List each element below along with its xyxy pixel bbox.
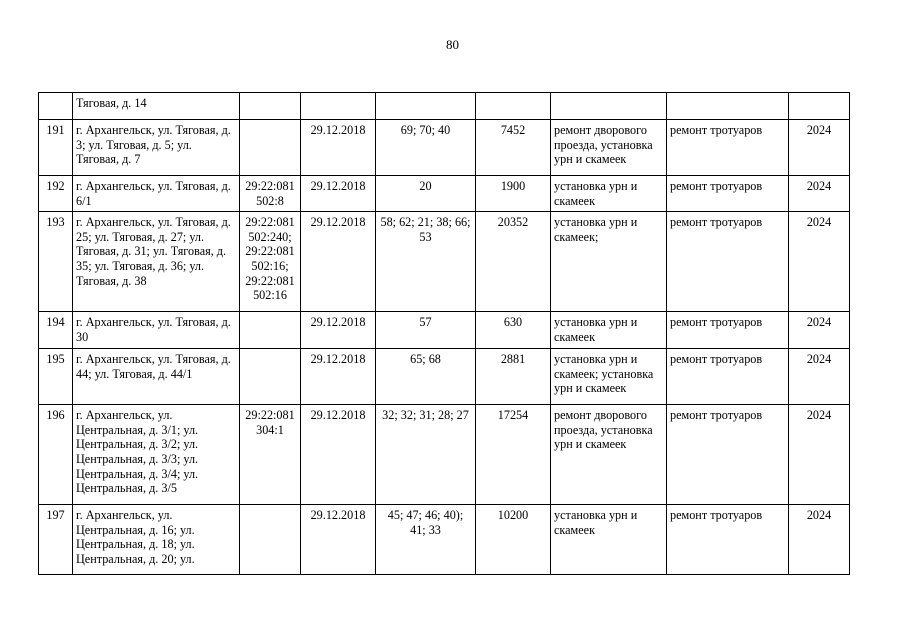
year-cell: 2024 (789, 176, 850, 212)
object-ids-cell (376, 93, 476, 120)
date-cell: 29.12.2018 (301, 505, 376, 575)
table-row (39, 349, 850, 405)
cadastral-number-cell (240, 349, 301, 405)
yard-works-cell: установка урн и скамеек (551, 505, 667, 575)
year-cell: 2024 (789, 505, 850, 575)
object-ids-cell: 58; 62; 21; 38; 66; 53 (376, 212, 476, 312)
sidewalk-works-cell: ремонт тротуаров (667, 120, 789, 176)
address-cell: г. Архангельск, ул. Центральная, д. 16; ул. Центральная, д. 18; ул. Центральная, д. 20; ул. (73, 505, 240, 575)
sidewalk-works-cell: ремонт тротуаров (667, 349, 789, 405)
table-row (39, 120, 850, 176)
address-cell: г. Архангельск, ул. Тяговая, д. 3; ул. Тяговая, д. 5; ул. Тяговая, д. 7 (73, 120, 240, 176)
table-row (39, 312, 850, 349)
cadastral-number-cell: 29:22:081 502:8 (240, 176, 301, 212)
date-cell (301, 93, 376, 120)
year-cell: 2024 (789, 349, 850, 405)
sidewalk-works-cell: ремонт тротуаров (667, 312, 789, 349)
sidewalk-works-cell: ремонт тротуаров (667, 405, 789, 505)
page-number: 80 (446, 37, 459, 52)
row-number-cell: 195 (39, 349, 73, 405)
area-cell: 7452 (476, 120, 551, 176)
cadastral-number-cell (240, 93, 301, 120)
table-body (39, 93, 850, 575)
object-ids-cell: 69; 70; 40 (376, 120, 476, 176)
yard-works-cell: установка урн и скамеек (551, 176, 667, 212)
area-cell: 2881 (476, 349, 551, 405)
yard-works-cell: установка урн и скамеек; установка урн и скамеек (551, 349, 667, 405)
area-cell: 10200 (476, 505, 551, 575)
row-number-cell: 191 (39, 120, 73, 176)
year-cell: 2024 (789, 312, 850, 349)
yard-works-cell: ремонт дворового проезда, установка урн и скамеек (551, 405, 667, 505)
address-cell: г. Архангельск, ул. Тяговая, д. 30 (73, 312, 240, 349)
cadastral-number-cell: 29:22:081 304:1 (240, 405, 301, 505)
object-ids-cell: 57 (376, 312, 476, 349)
object-ids-cell: 20 (376, 176, 476, 212)
row-number-cell (39, 93, 73, 120)
year-cell: 2024 (789, 405, 850, 505)
row-number-cell: 193 (39, 212, 73, 312)
area-cell: 1900 (476, 176, 551, 212)
row-number-cell: 194 (39, 312, 73, 349)
cadastral-number-cell: 29:22:081 502:240; 29:22:081 502:16; 29:22:081 502:16 (240, 212, 301, 312)
table-row (39, 176, 850, 212)
row-number-cell: 192 (39, 176, 73, 212)
date-cell: 29.12.2018 (301, 120, 376, 176)
date-cell: 29.12.2018 (301, 405, 376, 505)
address-cell: г. Архангельск, ул. Тяговая, д. 44; ул. Тяговая, д. 44/1 (73, 349, 240, 405)
date-cell: 29.12.2018 (301, 212, 376, 312)
row-number-cell: 197 (39, 505, 73, 575)
year-cell (789, 93, 850, 120)
address-cell: Тяговая, д. 14 (73, 93, 240, 120)
area-cell: 20352 (476, 212, 551, 312)
cadastral-number-cell (240, 312, 301, 349)
address-cell: г. Архангельск, ул. Тяговая, д. 6/1 (73, 176, 240, 212)
address-cell: г. Архангельск, ул. Центральная, д. 3/1; ул. Центральная, д. 3/2; ул. Центральная, д. 3/3; ул. Центральная, д. 3/4; ул. Центральная, д. 3/5 (73, 405, 240, 505)
area-cell: 630 (476, 312, 551, 349)
cadastral-number-cell (240, 505, 301, 575)
object-ids-cell: 45; 47; 46; 40); 41; 33 (376, 505, 476, 575)
sidewalk-works-cell: ремонт тротуаров (667, 212, 789, 312)
address-cell: г. Архангельск, ул. Тяговая, д. 25; ул. Тяговая, д. 27; ул. Тяговая, д. 31; ул. Тяговая, д. 35; ул. Тяговая, д. 36; ул. Тяговая, д. 38 (73, 212, 240, 312)
object-ids-cell: 65; 68 (376, 349, 476, 405)
cadastral-number-cell (240, 120, 301, 176)
object-ids-cell: 32; 32; 31; 28; 27 (376, 405, 476, 505)
registry-table (38, 92, 850, 575)
sidewalk-works-cell: ремонт тротуаров (667, 176, 789, 212)
year-cell: 2024 (789, 120, 850, 176)
year-cell: 2024 (789, 212, 850, 312)
table-row (39, 505, 850, 575)
table-row (39, 405, 850, 505)
date-cell: 29.12.2018 (301, 349, 376, 405)
area-cell (476, 93, 551, 120)
yard-works-cell: ремонт дворового проезда, установка урн и скамеек (551, 120, 667, 176)
yard-works-cell (551, 93, 667, 120)
table-row (39, 93, 850, 120)
yard-works-cell: установка урн и скамеек (551, 312, 667, 349)
sidewalk-works-cell (667, 93, 789, 120)
date-cell: 29.12.2018 (301, 176, 376, 212)
yard-works-cell: установка урн и скамеек; (551, 212, 667, 312)
table-row (39, 212, 850, 312)
sidewalk-works-cell: ремонт тротуаров (667, 505, 789, 575)
row-number-cell: 196 (39, 405, 73, 505)
area-cell: 17254 (476, 405, 551, 505)
date-cell: 29.12.2018 (301, 312, 376, 349)
